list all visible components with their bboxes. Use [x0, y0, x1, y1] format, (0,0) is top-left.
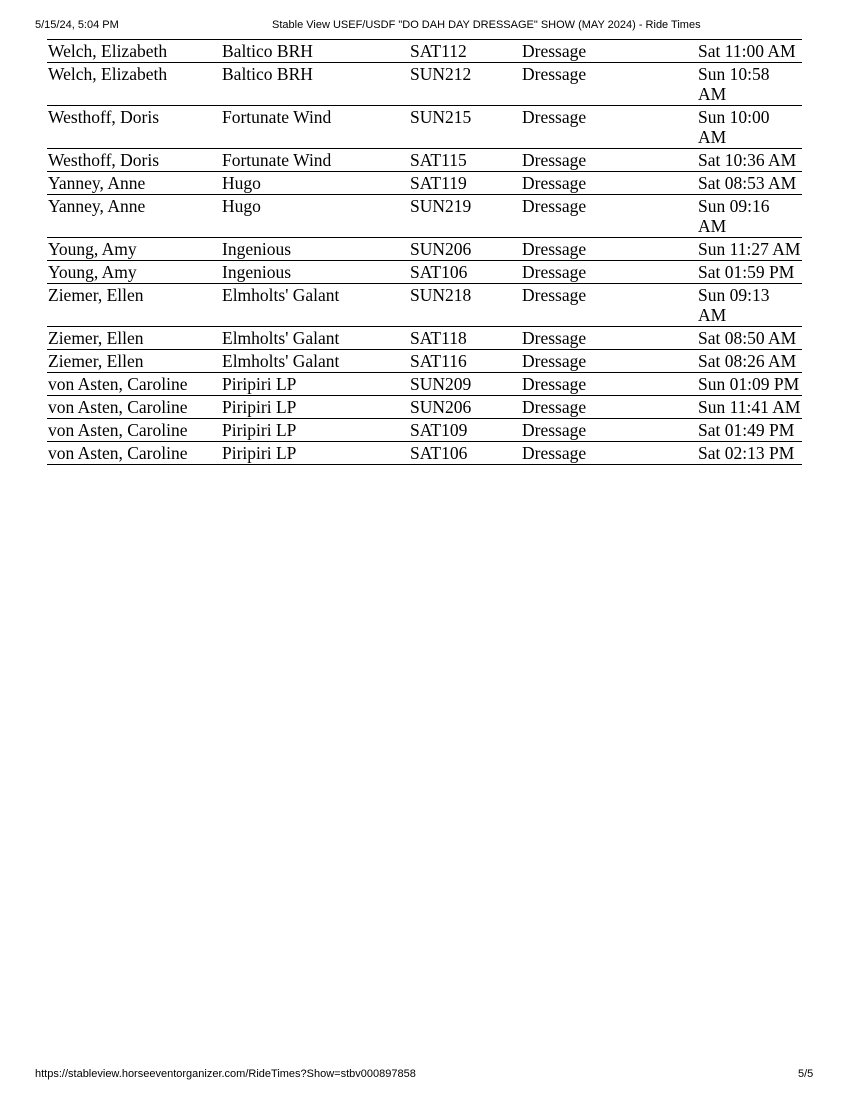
type-cell: Dressage: [521, 106, 697, 149]
class-cell: SUN219: [409, 195, 521, 238]
table-row: [47, 172, 802, 195]
time-cell: Sat 01:49 PM: [697, 419, 802, 442]
type-cell: Dressage: [521, 327, 697, 350]
type-cell: Dressage: [521, 419, 697, 442]
table-row: [47, 419, 802, 442]
table-row: [47, 261, 802, 284]
class-cell: SUN212: [409, 63, 521, 106]
page-url: https://stableview.horseeventorganizer.com/RideTimes?Show=stbv000897858: [35, 1068, 416, 1080]
page-number: 5/5: [798, 1068, 814, 1080]
rider-cell: Ziemer, Ellen: [47, 327, 221, 350]
horse-cell: Baltico BRH: [221, 63, 409, 106]
horse-cell: Fortunate Wind: [221, 149, 409, 172]
rider-cell: Ziemer, Ellen: [47, 350, 221, 373]
class-cell: SUN215: [409, 106, 521, 149]
type-cell: Dressage: [521, 396, 697, 419]
table-row: [47, 284, 802, 327]
class-cell: SUN206: [409, 238, 521, 261]
horse-cell: Fortunate Wind: [221, 106, 409, 149]
table-row: [47, 350, 802, 373]
time-cell: Sun 11:41 AM: [698, 397, 801, 417]
horse-cell: Baltico BRH: [221, 40, 409, 63]
class-cell: SAT116: [409, 350, 521, 373]
class-cell: SAT112: [409, 40, 521, 63]
rider-cell: Young, Amy: [47, 238, 221, 261]
type-cell: Dressage: [521, 149, 697, 172]
time-cell: Sun 09:16 AM: [697, 195, 802, 238]
rider-cell: von Asten, Caroline: [47, 373, 221, 396]
class-cell: SUN218: [409, 284, 521, 327]
rider-cell: Ziemer, Ellen: [47, 284, 221, 327]
horse-cell: Piripiri LP: [221, 373, 409, 396]
rider-cell: Westhoff, Doris: [47, 106, 221, 149]
print-datetime: 5/15/24, 5:04 PM: [35, 19, 119, 31]
horse-cell: Ingenious: [221, 238, 409, 261]
time-cell: Sat 08:50 AM: [697, 327, 802, 350]
class-cell: SAT106: [409, 261, 521, 284]
time-cell: Sat 08:53 AM: [697, 172, 802, 195]
horse-cell: Elmholts' Galant: [221, 284, 409, 327]
type-cell: Dressage: [521, 195, 697, 238]
time-cell: Sat 02:13 PM: [697, 442, 802, 465]
ride-times-body: [47, 40, 802, 465]
time-cell: Sat 01:59 PM: [697, 261, 802, 284]
horse-cell: Hugo: [221, 172, 409, 195]
rider-cell: von Asten, Caroline: [47, 419, 221, 442]
type-cell: Dressage: [521, 63, 697, 106]
time-cell: Sat 11:00 AM: [697, 40, 802, 63]
rider-cell: Yanney, Anne: [47, 172, 221, 195]
type-cell: Dressage: [521, 261, 697, 284]
table-row: [47, 327, 802, 350]
table-row: [47, 238, 802, 261]
horse-cell: Elmholts' Galant: [221, 327, 409, 350]
class-cell: SAT106: [409, 442, 521, 465]
rider-cell: Westhoff, Doris: [47, 149, 221, 172]
time-cell: Sun 09:13 AM: [697, 284, 802, 327]
rider-cell: Welch, Elizabeth: [47, 63, 221, 106]
time-cell: Sat 08:26 AM: [697, 350, 802, 373]
horse-cell: Piripiri LP: [221, 396, 409, 419]
class-cell: SAT119: [409, 172, 521, 195]
rider-cell: Yanney, Anne: [47, 195, 221, 238]
type-cell: Dressage: [521, 284, 697, 327]
type-cell: Dressage: [521, 238, 697, 261]
class-cell: SUN206: [409, 396, 521, 419]
table-row: [47, 63, 802, 106]
type-cell: Dressage: [521, 373, 697, 396]
class-cell: SAT109: [409, 419, 521, 442]
type-cell: Dressage: [521, 172, 697, 195]
rider-cell: von Asten, Caroline: [47, 442, 221, 465]
time-cell: Sun 10:00 AM: [697, 106, 802, 149]
time-cell: Sun 01:09 PM: [697, 373, 802, 396]
type-cell: Dressage: [521, 40, 697, 63]
ride-times-table: [47, 39, 802, 465]
horse-cell: Ingenious: [221, 261, 409, 284]
table-row: [47, 373, 802, 396]
table-row: [47, 396, 802, 419]
rider-cell: Young, Amy: [47, 261, 221, 284]
table-row: [47, 442, 802, 465]
horse-cell: Hugo: [221, 195, 409, 238]
time-cell: Sun 11:27 AM: [698, 239, 801, 259]
rider-cell: Welch, Elizabeth: [47, 40, 221, 63]
table-row: [47, 40, 802, 63]
horse-cell: Piripiri LP: [221, 442, 409, 465]
table-row: [47, 195, 802, 238]
table-row: [47, 149, 802, 172]
horse-cell: Elmholts' Galant: [221, 350, 409, 373]
rider-cell: von Asten, Caroline: [47, 396, 221, 419]
table-row: [47, 106, 802, 149]
type-cell: Dressage: [521, 442, 697, 465]
type-cell: Dressage: [521, 350, 697, 373]
class-cell: SAT118: [409, 327, 521, 350]
page-title: Stable View USEF/USDF "DO DAH DAY DRESSAGE" SHOW (MAY 2024) - Ride Times: [272, 19, 701, 31]
horse-cell: Piripiri LP: [221, 419, 409, 442]
class-cell: SAT115: [409, 149, 521, 172]
time-cell: Sat 10:36 AM: [697, 149, 802, 172]
time-cell: Sun 10:58 AM: [697, 63, 802, 106]
class-cell: SUN209: [409, 373, 521, 396]
